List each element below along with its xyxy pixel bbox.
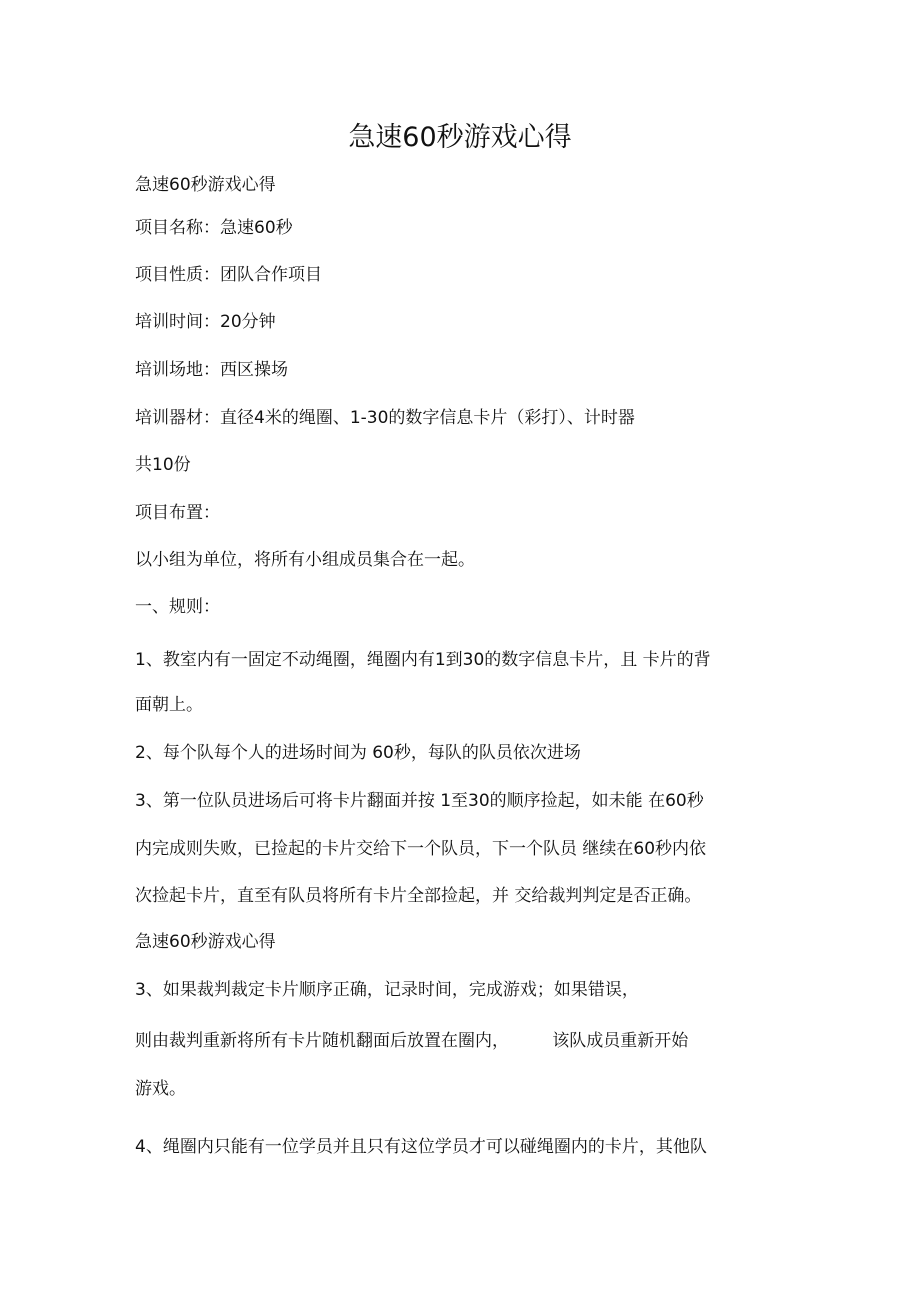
rule-1-line-2: 面朝上。 xyxy=(135,695,203,715)
training-time: 培训时间：20分钟 xyxy=(135,312,276,332)
rule-2: 2、每个队每个人的进场时间为 60秒，每队的队员依次进场 xyxy=(135,743,581,763)
repeated-header: 急速60秒游戏心得 xyxy=(135,932,276,952)
rule-4-line-1: 4、绳圈内只能有一位学员并且只有这位学员才可以碰绳圈内的卡片，其他队 xyxy=(135,1137,707,1157)
subtitle-line: 急速60秒游戏心得 xyxy=(135,175,276,195)
project-nature: 项目性质：团队合作项目 xyxy=(135,265,322,285)
rule-1-line-1: 1、教室内有一固定不动绳圈，绳圈内有1到30的数字信息卡片，且 卡片的背 xyxy=(135,650,711,670)
document-title: 急速60秒游戏心得 xyxy=(348,122,572,153)
project-name: 项目名称：急速60秒 xyxy=(135,218,293,238)
training-venue: 培训场地：西区操场 xyxy=(135,360,288,380)
project-setup-text: 以小组为单位，将所有小组成员集合在一起。 xyxy=(135,550,475,570)
rule-3b-line-3: 游戏。 xyxy=(135,1079,186,1099)
equipment-count: 共10份 xyxy=(135,455,191,475)
rule-3b-line-1: 3、如果裁判裁定卡片顺序正确，记录时间，完成游戏；如果错误， xyxy=(135,980,639,1000)
rule-3b-line-2: 则由裁判重新将所有卡片随机翻面后放置在圈内， 该队成员重新开始 xyxy=(135,1031,689,1051)
project-setup-heading: 项目布置： xyxy=(135,503,220,523)
rules-heading: 一、规则： xyxy=(135,597,220,617)
rule-3-line-2: 内完成则失败，已捡起的卡片交给下一个队员，下一个队员 继续在60秒内依 xyxy=(135,839,707,859)
rule-3-line-1: 3、第一位队员进场后可将卡片翻面并按 1至30的顺序捡起，如未能 在60秒 xyxy=(135,791,704,811)
rule-3-line-3: 次捡起卡片，直至有队员将所有卡片全部捡起，并 交给裁判判定是否正确。 xyxy=(135,886,702,906)
training-equipment: 培训器材：直径4米的绳圈、1-30的数字信息卡片（彩打）、计时器 xyxy=(135,408,635,428)
